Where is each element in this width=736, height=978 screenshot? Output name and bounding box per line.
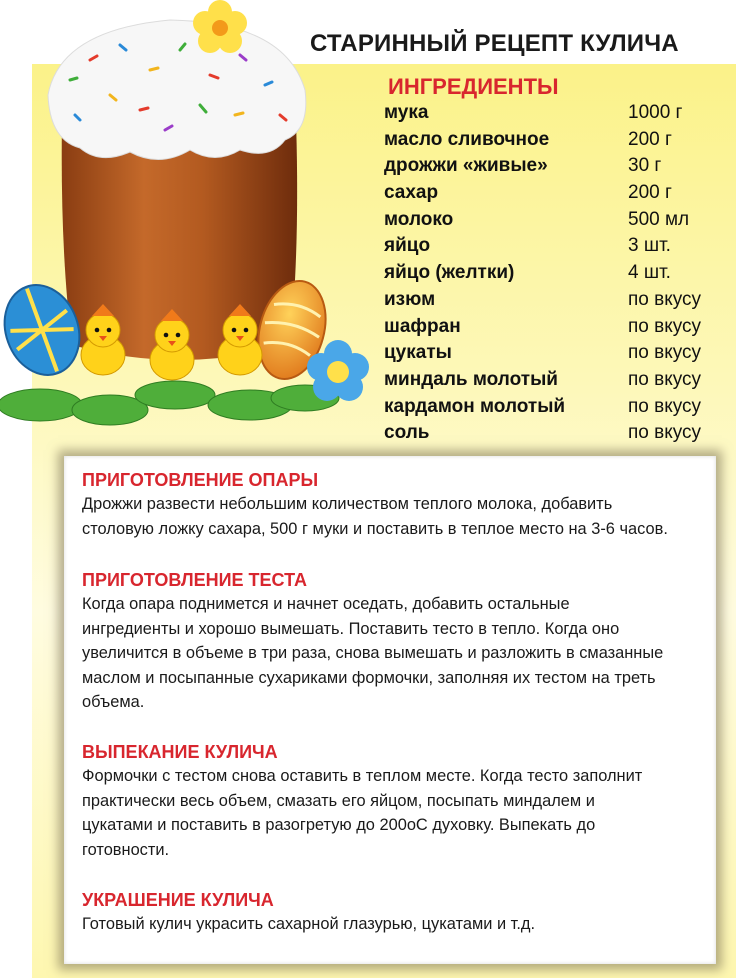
ingredient-amount: 500 мл — [628, 208, 690, 230]
ingredient-row — [384, 233, 724, 260]
section-body — [82, 592, 712, 715]
ingredient-row — [384, 394, 724, 421]
section-title: ПРИГОТОВЛЕНИЕ ОПАРЫ — [82, 470, 319, 490]
ingredient-name: яйцо — [384, 235, 431, 257]
ingredient-amount: по вкусу — [628, 288, 702, 310]
section-starter — [82, 468, 712, 541]
section-baking — [82, 740, 712, 862]
ingredient-amount: 200 г — [628, 182, 672, 204]
ingredient-row — [384, 420, 724, 447]
ingredients-list — [384, 100, 724, 447]
ingredient-name: цукаты — [384, 342, 452, 364]
ingredient-row — [384, 180, 724, 207]
text-line: Дрожжи развести небольшим количеством теплого молока, добавить — [82, 495, 613, 513]
text-line: ингредиенты и хорошо вымешать. Поставить тесто в тепло. Когда оно — [82, 619, 620, 638]
ingredient-name: молоко — [384, 208, 454, 230]
text-line: увеличится в объеме в три раза, снова вымешать и разложить в смазанные — [82, 644, 664, 663]
ingredient-amount: 3 шт. — [628, 235, 671, 257]
ingredient-amount: по вкусу — [628, 315, 702, 337]
kulich-illustration — [0, 0, 380, 440]
ingredient-amount: 200 г — [628, 128, 672, 150]
text-line: цукатами и поставить в разогретую до 200оС духовку. Выпекать до — [82, 816, 596, 835]
ingredient-name: миндаль молотый — [384, 368, 558, 390]
text-line: Когда опара поднимется и начнет оседать, добавить остальные — [82, 595, 570, 613]
section-body — [82, 912, 712, 937]
instructions-card — [64, 456, 716, 964]
text-line: готовности. — [82, 840, 170, 859]
section-body — [82, 764, 712, 862]
ingredient-name: соль — [384, 422, 430, 444]
ingredient-name: шафран — [384, 315, 461, 337]
ingredient-amount: 30 г — [628, 155, 662, 177]
ingredient-name: яйцо (желтки) — [384, 262, 515, 284]
ingredient-row — [384, 153, 724, 180]
ingredient-name: кардамон молотый — [384, 395, 566, 417]
ingredient-name: изюм — [384, 288, 436, 310]
ingredient-name: масло сливочное — [384, 128, 550, 150]
text-line: столовую ложку сахара, 500 г муки и поставить в теплое место на 3-6 часов. — [82, 519, 668, 538]
ingredient-row — [384, 260, 724, 287]
ingredient-row — [384, 314, 724, 341]
section-title: ВЫПЕКАНИЕ КУЛИЧА — [82, 742, 278, 762]
ingredient-row — [384, 287, 724, 314]
section-title: УКРАШЕНИЕ КУЛИЧА — [82, 890, 274, 910]
text-line: маслом и посыпанные сухариками формочки, заполняя их тестом на треть — [82, 668, 656, 687]
ingredient-amount: 1000 г — [628, 102, 683, 123]
ingredients-heading: ИНГРЕДИЕНТЫ — [388, 74, 559, 99]
text-line: Готовый кулич украсить сахарной глазурью, цукатами и т.д. — [82, 915, 536, 933]
ingredient-name: мука — [384, 102, 429, 123]
ingredient-amount: 4 шт. — [628, 262, 671, 284]
text-line: Формочки с тестом снова оставить в теплом месте. Когда тесто заполнит — [82, 767, 643, 785]
text-line: практически весь объем, смазать его яйцом, посыпать миндалем и — [82, 791, 595, 810]
ingredient-row — [384, 207, 724, 234]
section-title: ПРИГОТОВЛЕНИЕ ТЕСТА — [82, 570, 307, 590]
ingredient-amount: по вкусу — [628, 395, 702, 417]
text-line: объема. — [82, 693, 145, 712]
ingredient-amount: по вкусу — [628, 368, 702, 390]
section-body — [82, 492, 712, 541]
icing — [48, 20, 306, 160]
ingredient-row — [384, 127, 724, 154]
ingredient-row — [384, 340, 724, 367]
ingredient-row — [384, 367, 724, 394]
ingredient-row — [384, 100, 724, 127]
ingredient-name: сахар — [384, 182, 439, 204]
page-title: СТАРИННЫЙ РЕЦЕПТ КУЛИЧА — [310, 30, 679, 57]
section-decoration — [82, 888, 712, 937]
ingredient-name: дрожжи «живые» — [384, 155, 548, 177]
ingredient-amount: по вкусу — [628, 342, 702, 364]
section-dough — [82, 568, 712, 715]
ingredient-amount: по вкусу — [628, 422, 702, 444]
